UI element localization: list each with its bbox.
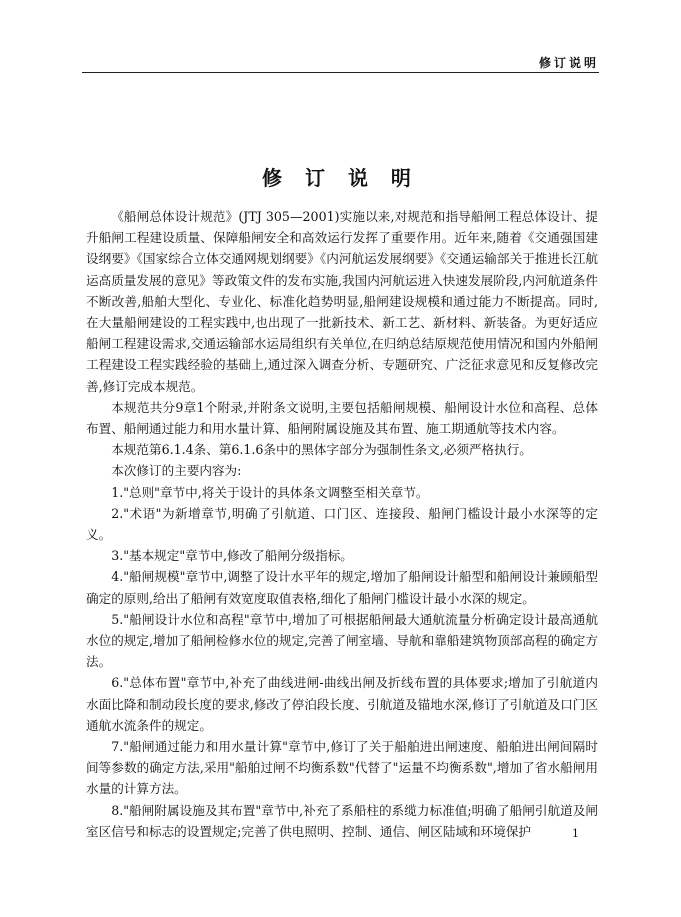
paragraph-mandatory: 本规范第6.1.4条、第6.1.6条中的黑体字部分为强制性条文,必须严格执行。 <box>111 442 532 458</box>
header-rule <box>82 72 599 73</box>
list-item-2: 2."术语"为新增章节,明确了引航道、口门区、连接段、船闸门槛设计最小水深等的定义。 <box>86 505 598 543</box>
list-item-4: 4."船闸规模"章节中,调整了设计水平年的规定,增加了船闸设计船型和船闸设计兼顾船型确定的原则,给出了船闸有效宽度取值表格,细化了船闸门槛设计最小水深的规定。 <box>86 569 598 606</box>
list-item-6: 6."总体布置"章节中,补充了曲线进闸-曲线出闸及折线布置的具体要求;增加了引航道内水面比降和制动段长度的要求,修改了停泊段长度、引航道及锚地水深,修订了引航道及口门区通航水流条件的规定。 <box>86 675 598 733</box>
paragraph-main-contents: 本次修订的主要内容为: <box>111 463 242 479</box>
running-header: 修订说明 <box>538 56 599 70</box>
paragraph-intro: 《船闸总体设计规范》(JTJ 305—2001)实施以来,对规范和指导船闸工程总体设计、提升船闸工程建设质量、保障船闸安全和高效运行发挥了重要作用。近年来,随着《交通强国建设纲要》《国家综合立体交通网规划纲要》《内河航运发展纲要》《交通运输部关于推进长江航运高质量发展的意见》等政策文件的发布实施,我国内河航运进入快速发展阶段,内河航道条件不断改善,船舶大型化、专业化、标准化趋势明显,船闸建设规模和通过能力不断提高。同时,在大量船闸建设的工程实践中,也出现了一批新技术、新工艺、新材料、新装备。为更好适应船闸工程建设需求,交通运输部水运局组织有关单位,在归纳总结原规范使用情况和国内外船闸工程建设工程实践经验的基础上,通过深入调查分析、专题研究、广泛征求意见和反复修改完善,修订完成本规范。 <box>86 209 598 394</box>
page-title: 修 订 说 明 <box>262 166 419 190</box>
body-text <box>86 206 598 842</box>
list-item-7: 7."船闸通过能力和用水量计算"章节中,修订了关于船舶进出闸速度、船舶进出闸间隔时间等参数的确定方法,采用"船舶过闸不均衡系数"代替了"运量不均衡系数",增加了省水船闸用水量的计算方法。 <box>86 739 598 797</box>
list-item-8: 8."船闸附属设施及其布置"章节中,补充了系船柱的系缆力标准值;明确了船闸引航道及闸室区信号和标志的设置规定;完善了供电照明、控制、通信、闸区陆域和环境保护 <box>86 802 598 839</box>
page-number: 1 <box>572 827 579 840</box>
paragraph-scope: 本规范共分9章1个附录,并附条文说明,主要包括船闸规模、船闸设计水位和高程、总体布置、船闸通过能力和用水量计算、船闸附属设施及其布置、施工期通航等技术内容。 <box>86 399 598 437</box>
list-item-5: 5."船闸设计水位和高程"章节中,增加了可根据船闸最大通航流量分析确定设计最高通航水位的规定,增加了船闸检修水位的规定,完善了闸室墙、导航和靠船建筑物顶部高程的确定方法。 <box>86 611 598 670</box>
list-item-3: 3."基本规定"章节中,修改了船闸分级指标。 <box>111 548 353 564</box>
list-item-1: 1."总则"章节中,将关于设计的具体条文调整至相关章节。 <box>111 484 429 500</box>
